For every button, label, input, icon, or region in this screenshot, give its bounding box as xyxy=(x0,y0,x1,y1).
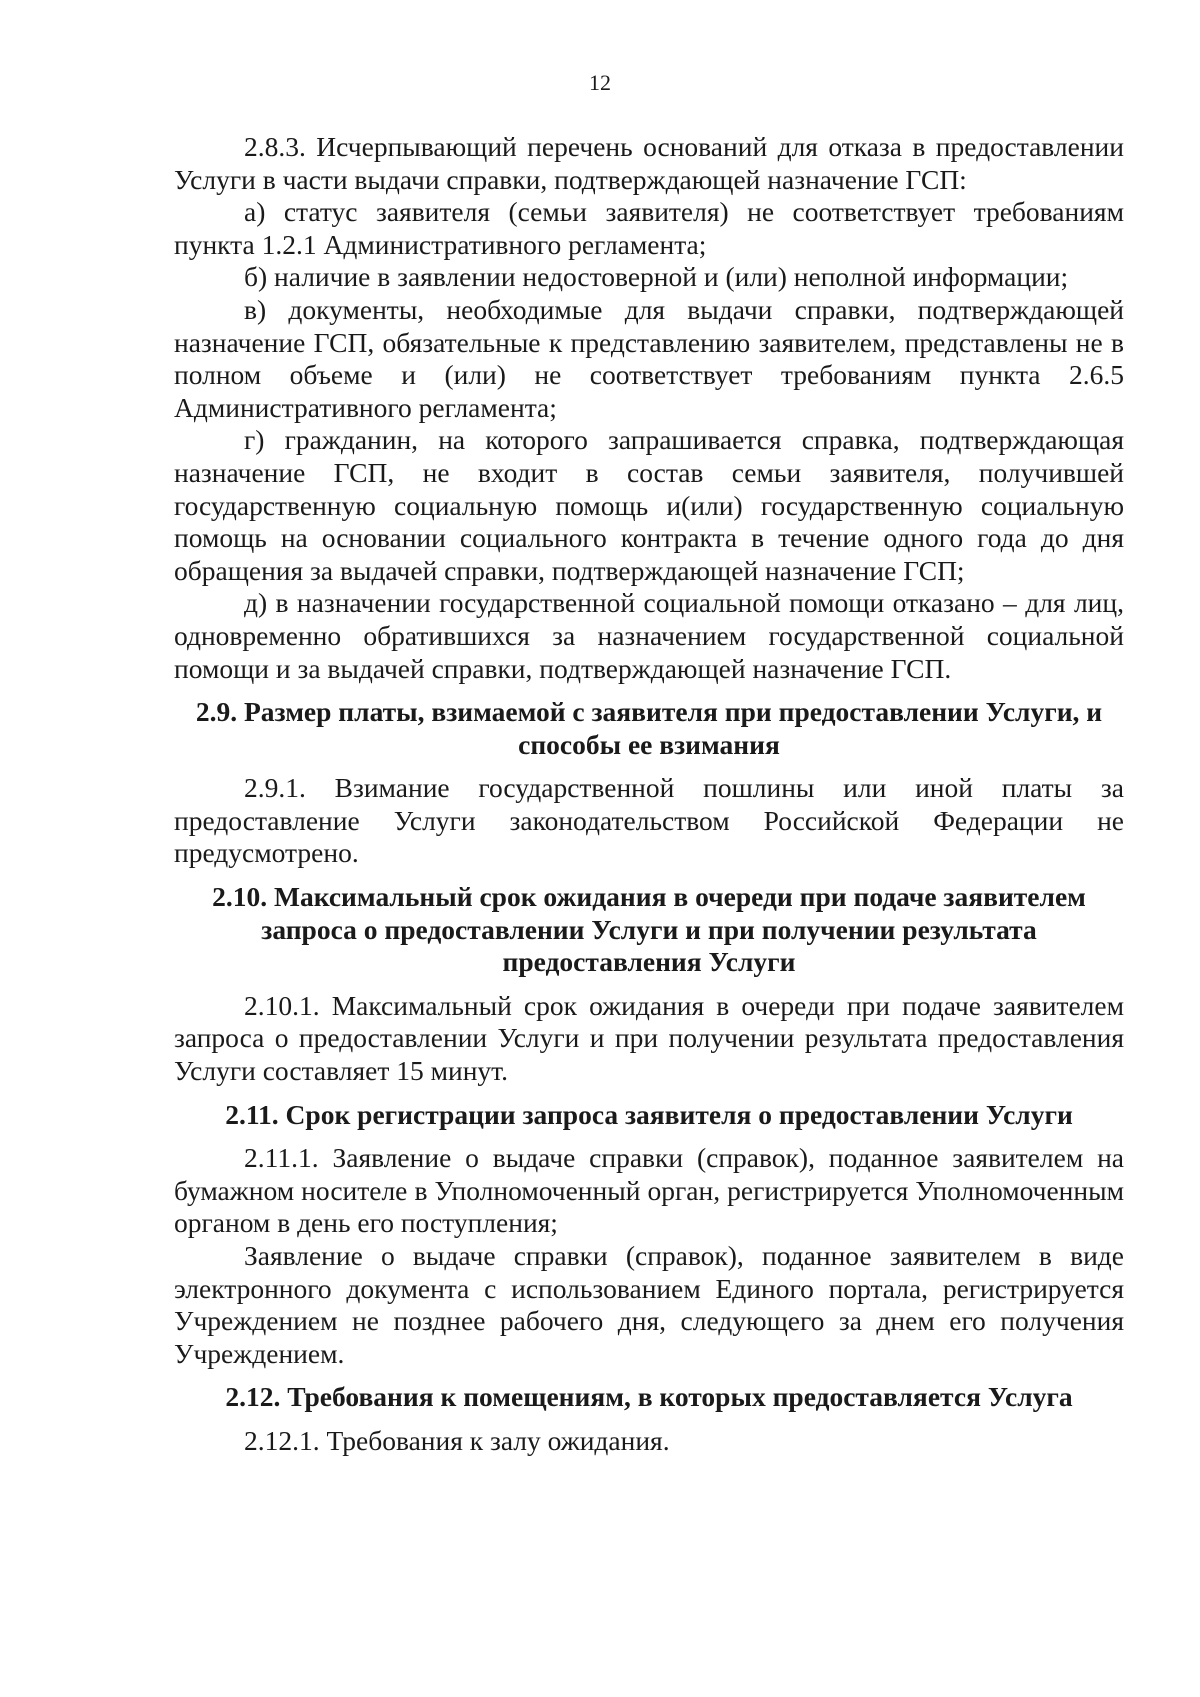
section-heading-2-11: 2.11. Срок регистрации запроса заявителя о предоставлении Услуги xyxy=(225,1098,1073,1130)
section-2-12 xyxy=(174,1381,1124,1457)
section-2-10 xyxy=(174,881,1124,1088)
paragraph-2-9-1: 2.9.1. Взимание государственной пошлины или иной платы за предоставление Услуги законодательством Российской Федерации не предусмотрено. xyxy=(174,772,1124,869)
paragraph-2-8-3-intro: 2.8.3. Исчерпывающий перечень оснований для отказа в предоставлении Услуги в части выдачи справки, подтверждающей назначение ГСП: xyxy=(174,131,1124,195)
list-item-d: д) в назначении государственной социальной помощи отказано – для лиц, одновременно обратившихся за назначением государственной социальной помощи и за выдачей справки, подтверждающей назначение ГСП. xyxy=(174,587,1124,684)
list-item-a: а) статус заявителя (семьи заявителя) не соответствует требованиям пункта 1.2.1 Административного регламента; xyxy=(174,196,1124,260)
paragraph-2-12-1: 2.12.1. Требования к залу ожидания. xyxy=(244,1424,670,1456)
list-item-b: б) наличие в заявлении недостоверной и (или) неполной информации; xyxy=(244,261,1069,293)
section-heading-2-9: 2.9. Размер платы, взимаемой с заявителя при предоставлении Услуги, и способы ее взимания xyxy=(195,696,1103,760)
section-heading-2-10: 2.10. Максимальный срок ожидания в очереди при подаче заявителем запроса о предоставлении Услуги и при получении результата предоставления Услуги xyxy=(212,881,1086,978)
paragraph-2-11-1: 2.11.1. Заявление о выдаче справки (справок), поданное заявителем на бумажном носителе в Уполномоченный орган, регистрируется Уполномоченным органом в день его поступления; xyxy=(174,1142,1124,1239)
document-body xyxy=(174,131,1124,1458)
section-2-8-3 xyxy=(174,131,1124,685)
section-2-9 xyxy=(174,696,1124,870)
section-2-11 xyxy=(174,1099,1124,1371)
section-heading-2-12: 2.12. Требования к помещениям, в которых предоставляется Услуга xyxy=(225,1381,1073,1413)
list-item-v: в) документы, необходимые для выдачи справки, подтверждающей назначение ГСП, обязательные к представлению заявителем, представлены не в полном объеме и (или) не соответствует требованиям пункта 2.6.5 Административного регламента; xyxy=(174,293,1124,423)
paragraph-2-10-1: 2.10.1. Максимальный срок ожидания в очереди при подаче заявителем запроса о предоставлении Услуги и при получении результата предоставления Услуги составляет 15 минут. xyxy=(174,989,1124,1087)
list-item-g: г) гражданин, на которого запрашивается справка, подтверждающая назначение ГСП, не входит в состав семьи заявителя, получившей государственную социальную помощь и(или) государственную социальную помощь на основании социального контракта в течение одного года до дня обращения за выдачей справки, подтверждающей назначение ГСП; xyxy=(174,424,1124,586)
paragraph-2-11-1-continued: Заявление о выдаче справки (справок), поданное заявителем в виде электронного документа с использованием Единого портала, регистрируется Учреждением не позднее рабочего дня, следующего за днем его получения Учреждением. xyxy=(174,1240,1124,1369)
page-number: 12 xyxy=(589,70,611,95)
